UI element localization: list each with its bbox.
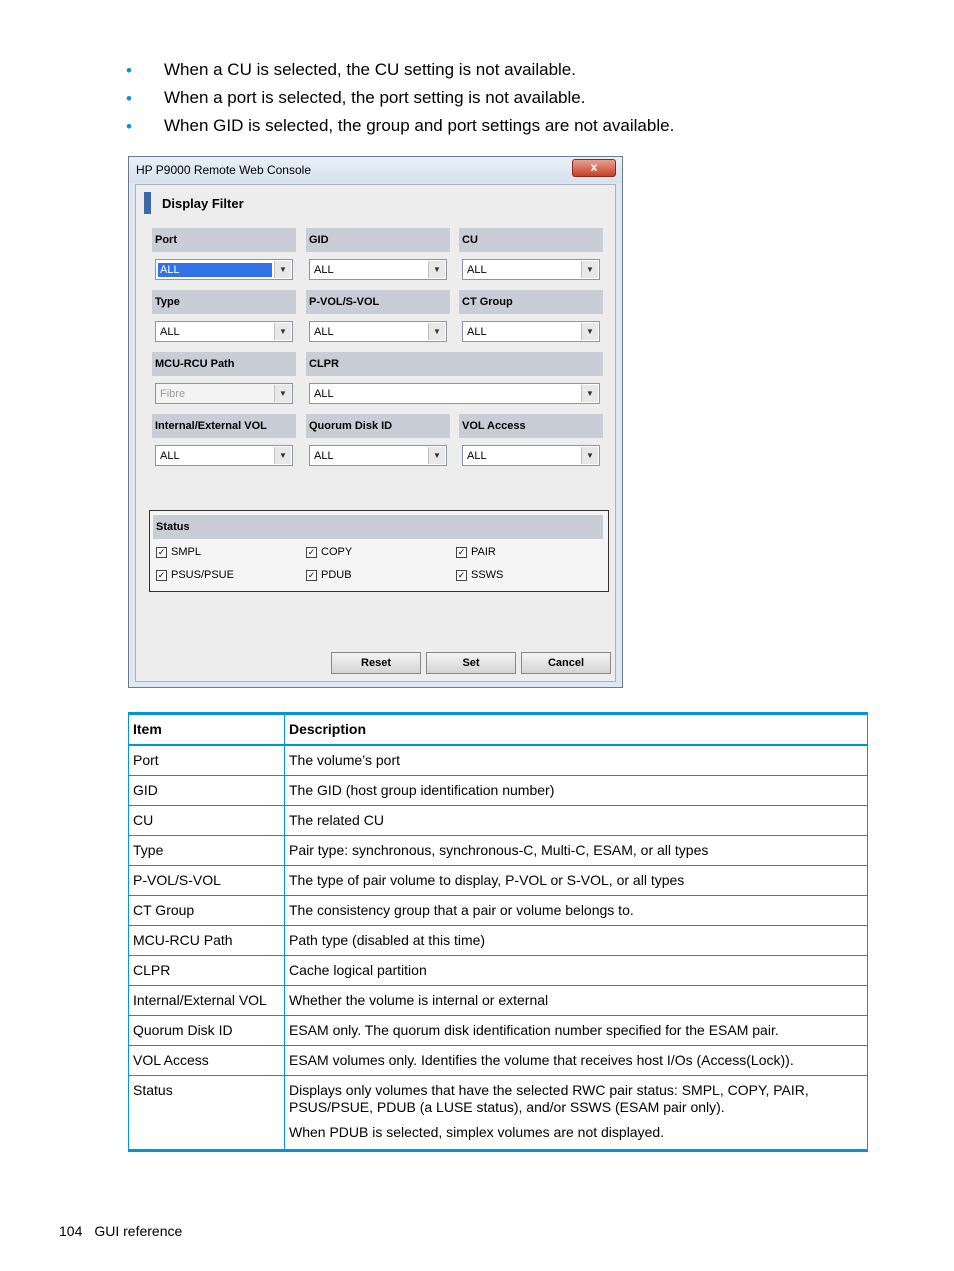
item-cell: MCU-RCU Path	[129, 926, 285, 956]
ssws-checkbox[interactable]: ✓ SSWS	[457, 569, 504, 582]
description-cell: Cache logical partition	[285, 956, 868, 986]
cu-value: ALL	[467, 264, 487, 276]
table-row	[129, 806, 868, 836]
description-cell: ESAM only. The quorum disk identification number specified for the ESAM pair.	[285, 1016, 868, 1046]
ct-group-select[interactable]	[462, 321, 600, 342]
table-row	[129, 1046, 868, 1076]
internal-external-vol-label: Internal/External VOL	[152, 414, 296, 438]
checkmark-icon[interactable]: ✓	[157, 569, 166, 580]
reset-button[interactable]: Reset	[331, 652, 421, 674]
internal-external-vol-select[interactable]	[155, 445, 293, 466]
description-cell: The consistency group that a pair or volume belongs to.	[285, 896, 868, 926]
item-cell: P-VOL/S-VOL	[129, 866, 285, 896]
dialog-heading: Display Filter	[162, 196, 244, 211]
item-column-header: Item	[129, 714, 285, 746]
close-button[interactable]	[572, 159, 616, 177]
table-row	[129, 986, 868, 1016]
chevron-down-icon[interactable]: ▼	[581, 447, 598, 464]
table-row	[129, 866, 868, 896]
checkmark-icon[interactable]: ✓	[457, 546, 466, 557]
description-cell: The related CU	[285, 806, 868, 836]
chevron-down-icon: ▼	[274, 385, 291, 402]
status-group	[149, 510, 609, 592]
chevron-down-icon[interactable]: ▼	[428, 261, 445, 278]
bullet-item: • When a port is selected, the port setting is not available.	[126, 86, 886, 114]
quorum-disk-id-select[interactable]	[309, 445, 447, 466]
pvol-svol-value: ALL	[314, 326, 334, 338]
status-note: When PDUB is selected, simplex volumes are not displayed.	[289, 1124, 665, 1140]
cu-label: CU	[459, 228, 603, 252]
dialog-body	[135, 184, 616, 682]
type-select[interactable]	[155, 321, 293, 342]
vol-access-select[interactable]	[462, 445, 600, 466]
item-cell: GID	[129, 776, 285, 806]
set-button[interactable]: Set	[426, 652, 516, 674]
item-cell: CLPR	[129, 956, 285, 986]
table-row	[129, 1016, 868, 1046]
checkmark-icon[interactable]: ✓	[307, 569, 316, 580]
checkmark-icon[interactable]: ✓	[157, 546, 166, 557]
status-description: Displays only volumes that have the selected RWC pair status: SMPL, COPY, PAIR, PSUS/PSUE, PDUB (a LUSE status), and/or SSWS (ESAM pair only).	[289, 1082, 809, 1115]
display-filter-window	[128, 156, 623, 688]
description-cell	[285, 1076, 868, 1151]
table-row	[129, 776, 868, 806]
table-row	[129, 1076, 868, 1151]
description-cell: The GID (host group identification number)	[285, 776, 868, 806]
bullet-item: • When a CU is selected, the CU setting is not available.	[126, 58, 886, 86]
table-header-row	[129, 714, 868, 746]
bullet-icon: •	[126, 89, 132, 108]
chevron-down-icon[interactable]: ▼	[581, 385, 598, 402]
table-row	[129, 836, 868, 866]
item-cell: CT Group	[129, 896, 285, 926]
page-footer	[59, 1223, 182, 1239]
smpl-checkbox[interactable]: ✓ SMPL	[157, 546, 201, 559]
chevron-down-icon[interactable]: ▼	[581, 261, 598, 278]
table-row	[129, 896, 868, 926]
description-cell: Whether the volume is internal or external	[285, 986, 868, 1016]
table-row	[129, 745, 868, 776]
section-name: GUI reference	[94, 1223, 183, 1239]
cancel-button[interactable]: Cancel	[521, 652, 611, 674]
item-cell: Quorum Disk ID	[129, 1016, 285, 1046]
vol-access-label: VOL Access	[459, 414, 603, 438]
chevron-down-icon[interactable]: ▼	[581, 323, 598, 340]
description-cell: The type of pair volume to display, P-VOL or S-VOL, or all types	[285, 866, 868, 896]
heading-accent	[144, 192, 151, 214]
chevron-down-icon[interactable]: ▼	[428, 447, 445, 464]
pvol-svol-label: P-VOL/S-VOL	[306, 290, 450, 314]
item-cell: Status	[129, 1076, 285, 1151]
status-label: Status	[153, 515, 603, 539]
chevron-down-icon[interactable]: ▼	[274, 447, 291, 464]
description-cell: Path type (disabled at this time)	[285, 926, 868, 956]
item-cell: Type	[129, 836, 285, 866]
description-cell: ESAM volumes only. Identifies the volume that receives host I/Os (Access(Lock)).	[285, 1046, 868, 1076]
type-value: ALL	[160, 326, 180, 338]
item-cell: Internal/External VOL	[129, 986, 285, 1016]
bullet-icon: •	[126, 61, 132, 80]
bullet-item: • When GID is selected, the group and port settings are not available.	[126, 114, 886, 142]
psus-psue-checkbox[interactable]: ✓ PSUS/PSUE	[157, 569, 234, 582]
pdub-checkbox[interactable]: ✓ PDUB	[307, 569, 352, 582]
quorum-disk-id-label: Quorum Disk ID	[306, 414, 450, 438]
pair-checkbox[interactable]: ✓ PAIR	[457, 546, 496, 559]
chevron-down-icon[interactable]: ▼	[428, 323, 445, 340]
window-titlebar	[129, 157, 622, 183]
internal-external-vol-value: ALL	[160, 450, 180, 462]
bullet-list	[126, 58, 886, 142]
port-select[interactable]	[155, 259, 293, 280]
type-label: Type	[152, 290, 296, 314]
chevron-down-icon[interactable]: ▼	[274, 261, 291, 278]
ct-group-value: ALL	[467, 326, 487, 338]
checkmark-icon[interactable]: ✓	[307, 546, 316, 557]
description-column-header: Description	[285, 714, 868, 746]
mcu-rcu-path-value: Fibre	[160, 388, 186, 400]
port-value: ALL	[158, 263, 272, 277]
clpr-select[interactable]	[309, 383, 600, 404]
gid-select[interactable]	[309, 259, 447, 280]
port-label: Port	[152, 228, 296, 252]
bullet-icon: •	[126, 117, 132, 136]
item-cell: VOL Access	[129, 1046, 285, 1076]
vol-access-value: ALL	[467, 450, 487, 462]
description-cell: The volume’s port	[285, 745, 868, 776]
window-title: HP P9000 Remote Web Console	[136, 163, 311, 177]
mcu-rcu-path-label: MCU-RCU Path	[152, 352, 296, 376]
item-cell: CU	[129, 806, 285, 836]
table-row	[129, 956, 868, 986]
close-icon: x	[590, 160, 598, 174]
cu-select[interactable]	[462, 259, 600, 280]
item-description-table	[128, 712, 868, 1152]
chevron-down-icon[interactable]: ▼	[274, 323, 291, 340]
item-cell: Port	[129, 745, 285, 776]
page-number: 104	[59, 1223, 83, 1239]
mcu-rcu-path-select	[155, 383, 293, 404]
pvol-svol-select[interactable]	[309, 321, 447, 342]
clpr-value: ALL	[314, 388, 334, 400]
gid-label: GID	[306, 228, 450, 252]
ct-group-label: CT Group	[459, 290, 603, 314]
clpr-label: CLPR	[306, 352, 603, 376]
checkmark-icon[interactable]: ✓	[457, 569, 466, 580]
quorum-disk-id-value: ALL	[314, 450, 334, 462]
description-cell: Pair type: synchronous, synchronous-C, Multi-C, ESAM, or all types	[285, 836, 868, 866]
gid-value: ALL	[314, 264, 334, 276]
copy-checkbox[interactable]: ✓ COPY	[307, 546, 353, 559]
table-row	[129, 926, 868, 956]
